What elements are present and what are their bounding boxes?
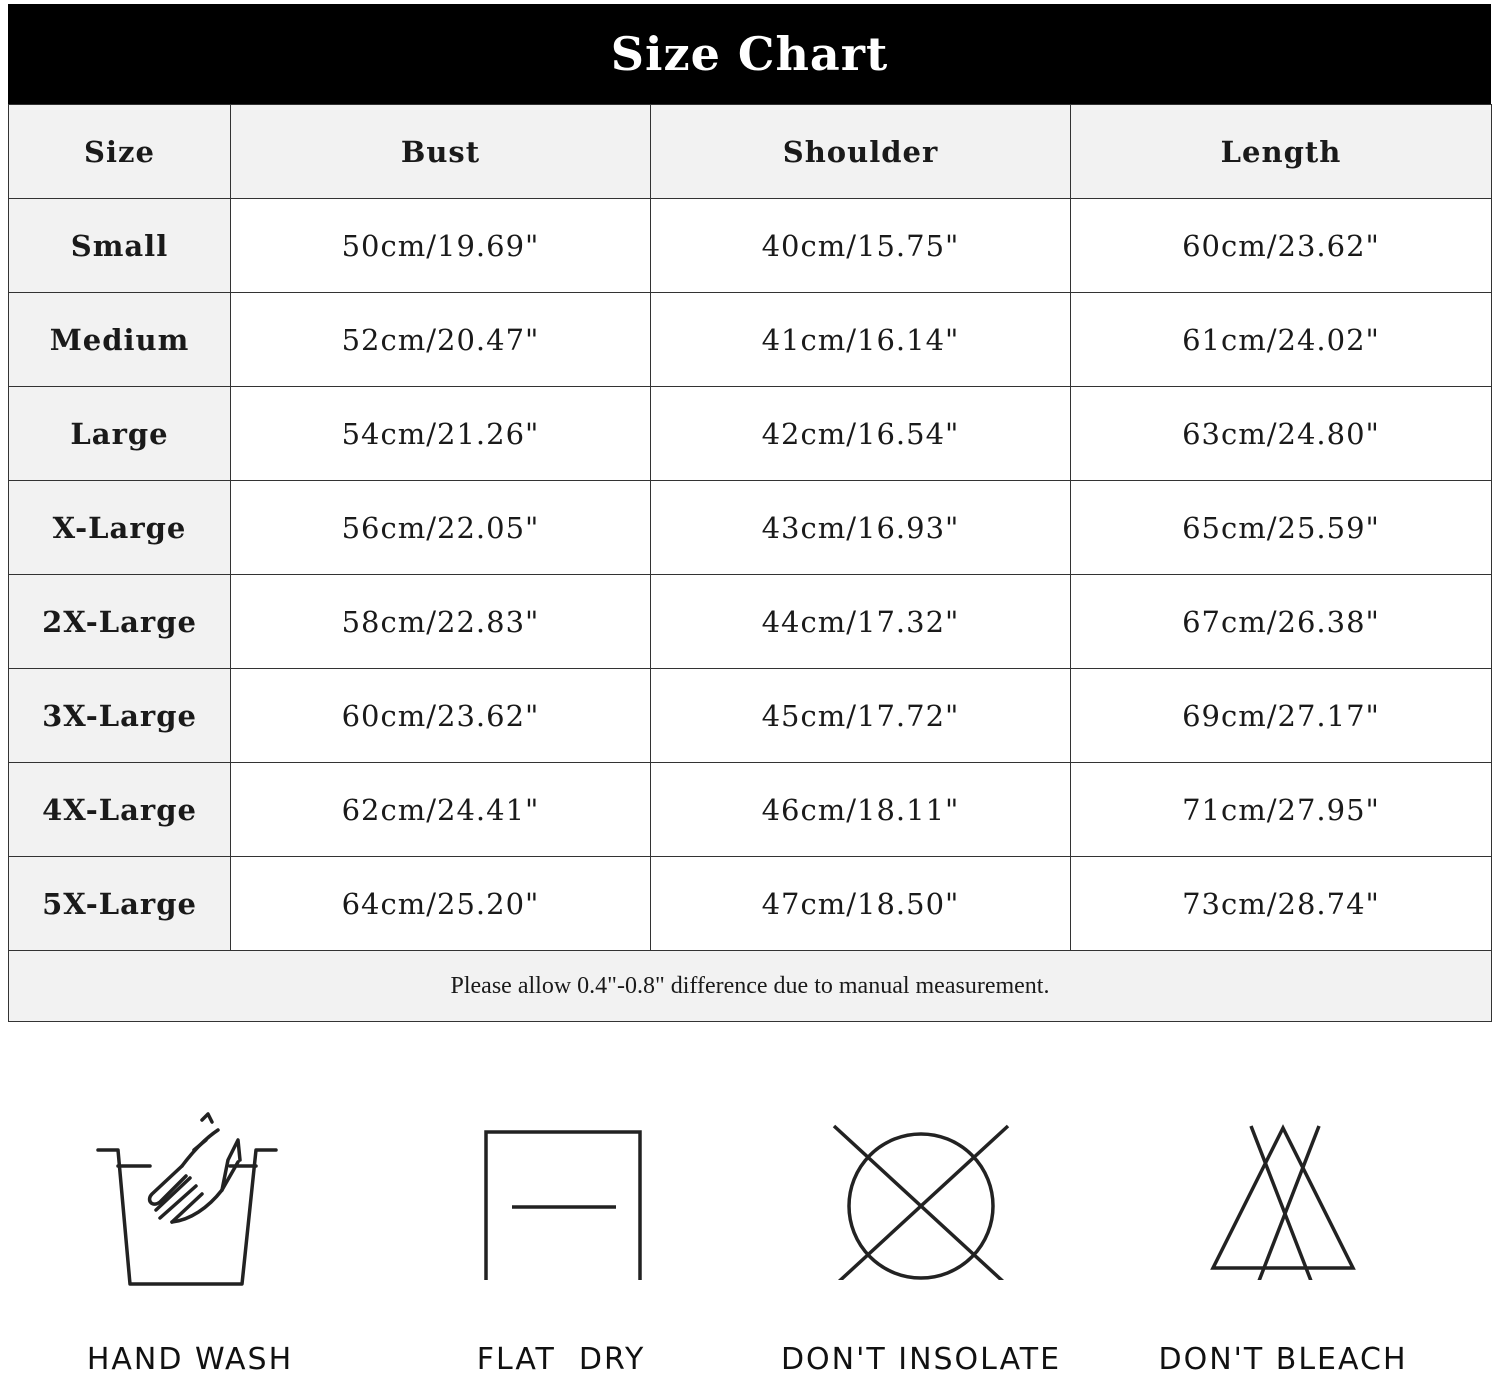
size-cell: 3X-Large	[9, 669, 231, 763]
bust-cell: 52cm/20.47"	[231, 293, 651, 387]
size-cell: Medium	[9, 293, 231, 387]
care-label-dont-bleach: DON'T BLEACH	[1158, 1342, 1408, 1377]
length-cell: 60cm/23.62"	[1071, 199, 1492, 293]
header-bust: Bust	[231, 105, 651, 199]
care-label-hand-wash: HAND WASH	[86, 1342, 294, 1377]
length-cell: 73cm/28.74"	[1071, 857, 1492, 951]
table-row	[9, 857, 1492, 951]
bust-cell: 62cm/24.41"	[231, 763, 651, 857]
header-length: Length	[1071, 105, 1492, 199]
care-dont-bleach	[1118, 1090, 1448, 1381]
chart-title: Size Chart	[8, 4, 1491, 104]
length-cell: 61cm/24.02"	[1071, 293, 1492, 387]
shoulder-cell: 44cm/17.32"	[651, 575, 1071, 669]
length-cell: 65cm/25.59"	[1071, 481, 1492, 575]
shoulder-cell: 43cm/16.93"	[651, 481, 1071, 575]
shoulder-cell: 40cm/15.75"	[651, 199, 1071, 293]
hand-wash-icon	[90, 1110, 290, 1300]
table-row	[9, 387, 1492, 481]
length-cell: 67cm/26.38"	[1071, 575, 1492, 669]
size-table	[8, 104, 1492, 1022]
note-row	[9, 951, 1492, 1022]
size-cell: Small	[9, 199, 231, 293]
header-shoulder: Shoulder	[651, 105, 1071, 199]
care-hand-wash	[25, 1090, 355, 1381]
care-instructions	[0, 1090, 1500, 1381]
table-row	[9, 199, 1492, 293]
care-label-dont-insolate: DON'T INSOLATE	[780, 1342, 1062, 1377]
length-cell: 69cm/27.17"	[1071, 669, 1492, 763]
size-cell: 5X-Large	[9, 857, 231, 951]
bust-cell: 50cm/19.69"	[231, 199, 651, 293]
measurement-note: Please allow 0.4"-0.8" difference due to manual measurement.	[9, 951, 1492, 1022]
size-cell: Large	[9, 387, 231, 481]
care-label-flat-dry: FLAT DRY	[476, 1342, 646, 1377]
shoulder-cell: 42cm/16.54"	[651, 387, 1071, 481]
length-cell: 63cm/24.80"	[1071, 387, 1492, 481]
bust-cell: 56cm/22.05"	[231, 481, 651, 575]
size-chart	[8, 4, 1491, 1022]
size-cell: 2X-Large	[9, 575, 231, 669]
table-row	[9, 481, 1492, 575]
bust-cell: 60cm/23.62"	[231, 669, 651, 763]
bust-cell: 54cm/21.26"	[231, 387, 651, 481]
size-cell: X-Large	[9, 481, 231, 575]
length-cell: 71cm/27.95"	[1071, 763, 1492, 857]
flat-dry-icon	[476, 1110, 646, 1280]
table-row	[9, 575, 1492, 669]
shoulder-cell: 46cm/18.11"	[651, 763, 1071, 857]
bust-cell: 64cm/25.20"	[231, 857, 651, 951]
shoulder-cell: 47cm/18.50"	[651, 857, 1071, 951]
care-flat-dry	[396, 1090, 726, 1381]
dont-insolate-icon	[826, 1110, 1016, 1280]
header-row	[9, 105, 1492, 199]
bust-cell: 58cm/22.83"	[231, 575, 651, 669]
dont-bleach-icon	[1203, 1110, 1363, 1280]
shoulder-cell: 45cm/17.72"	[651, 669, 1071, 763]
shoulder-cell: 41cm/16.14"	[651, 293, 1071, 387]
care-dont-insolate	[756, 1090, 1086, 1381]
table-row	[9, 293, 1492, 387]
size-cell: 4X-Large	[9, 763, 231, 857]
header-size: Size	[9, 105, 231, 199]
table-row	[9, 669, 1492, 763]
table-row	[9, 763, 1492, 857]
